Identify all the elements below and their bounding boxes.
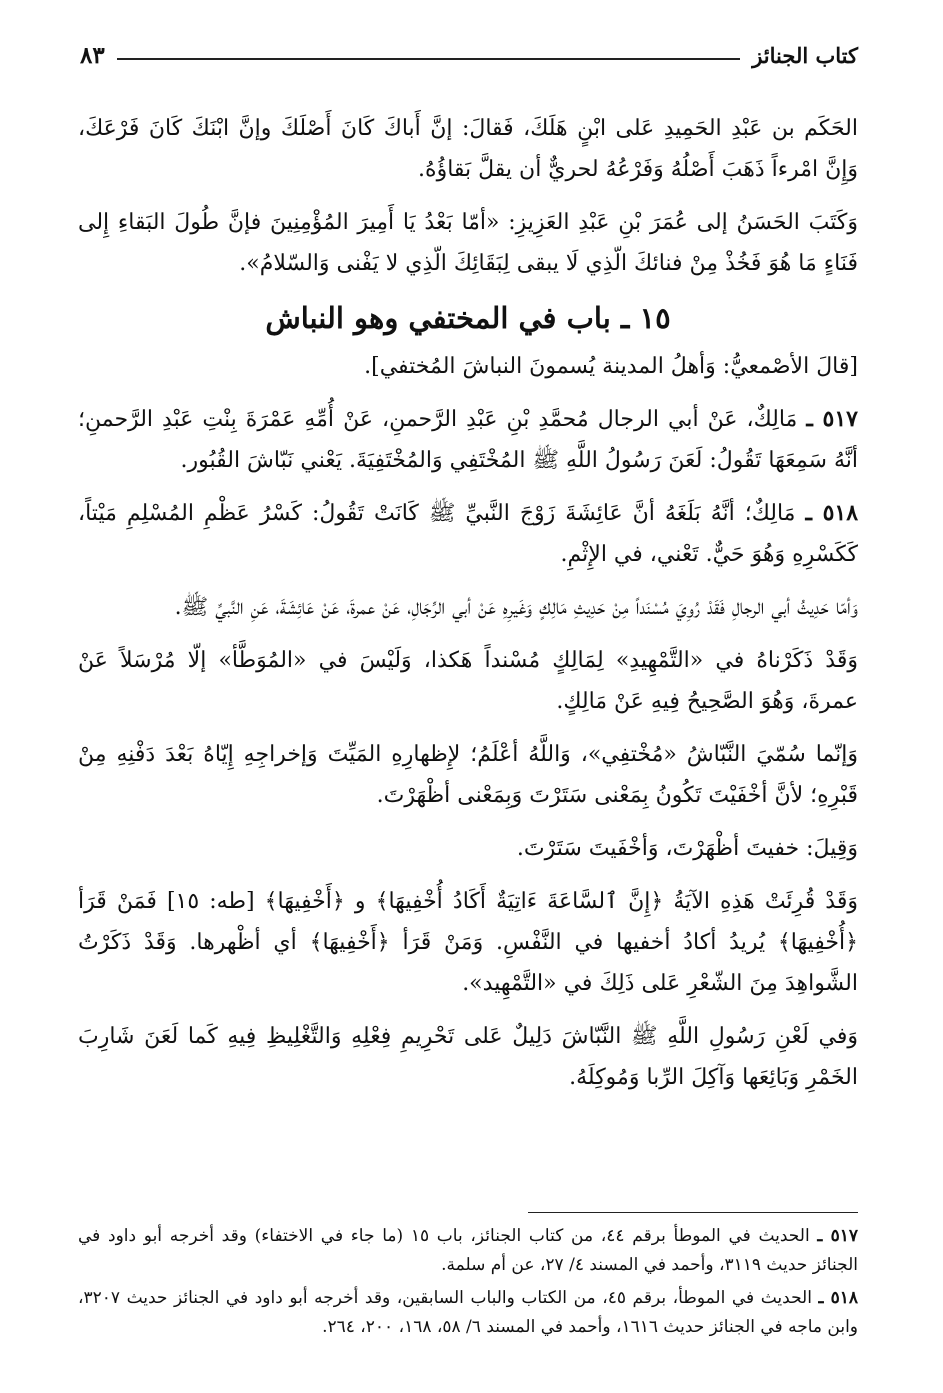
chapter-title: كتاب الجنائز	[752, 42, 858, 68]
hadith-518	[78, 493, 858, 575]
paragraph: وَقَدْ ذَكَرْناهُ في «التَّمْهِيدِ» لِمَالِكٍ مُسْنداً هَكذا، وَلَيْسَ في «المُوَطَّأ» إلّا مُرْسَلاً عَنْ عمرةَ، وَهُوَ الصَّحِيحُ فِيهِ عَنْ مَالِكٍ.	[78, 648, 858, 714]
footnote-divider	[528, 1212, 858, 1213]
main-text	[78, 108, 858, 1110]
chapter-heading: ١٥ ـ باب في المختفي وهو النباش	[265, 301, 671, 335]
hadith-517	[78, 399, 858, 481]
paragraph: وَكَتَبَ الحَسَنُ إلى عُمَرَ بْنِ عَبْدِ العَزِيزِ: «أمّا بَعْدُ يَا أَمِيرَ المُؤْمِنِينَ فإنَّ طُولَ البَقاءِ إِلى فَنَاءٍ مَا هُوَ فَخُذْ مِنْ فنائكَ الّذِي لَا يبقى لِبَقَائِكَ الّذِي لا يَفْنى وَالسّلامُ».	[78, 210, 858, 276]
hadith-text: مَالِكٌ؛ أنَّهُ بَلَغَهُ أنَّ عَائِشَةَ زَوْجَ النَّبيِّ ﷺ كَانَتْ تَقُولُ: كَسْرُ عَظْمِ المُسْلِمِ مَيْتاً، كَكَسْرِهِ وَهُوَ حَيٌّ. تَعْني، في الإِثْمِ.	[78, 501, 858, 567]
paragraph: الحَكَم بن عَبْدِ الحَمِيدِ عَلى ابْنٍ هَلَكَ، فَقالَ: إنَّ أَباكَ كَانَ أَصْلَكَ وإنَّ ابْنَكَ كَانَ فَرْعَكَ، وَإِنَّ امْرءاً ذَهَبَ أَصْلُهُ وَفَرْعُهُ لحريٌّ أن يقلَّ بَقاؤُهُ.	[78, 116, 858, 182]
bracket-note: [قالَ الأصْمعيُّ: وَأهلُ المدينة يُسمونَ النباشَ المُختفي].	[364, 354, 858, 379]
footnote-text: الحديث في الموطأ، برقم ٤٥، من الكتاب والباب السابقين، وقد أخرجه أبو داود في الجنائز حديث ٣٢٠٧، وابن ماجه في الجنائز حديث ١٦١٦، وأحمد في المسند ٦/ ٥٨، ١٦٨، ٢٠٠، ٢٦٤.	[78, 1288, 858, 1337]
hadith-text: مَالِكٌ، عَنْ أبي الرجال مُحمَّدِ بْنِ عَبْدِ الرَّحمنِ، عَنْ أُمِّهِ عَمْرَةَ بِنْتِ عَبْدِ الرَّحمنِ؛ أنَّهُ سَمِعَهَا تَقُولُ: لَعَنَ رَسُولُ اللَّهِ ﷺ المُخْتَفِي وَالمُخْتَفِيَةَ. يَعْني نَبّاشَ القُبُور.	[78, 407, 858, 473]
page-header	[80, 38, 858, 72]
footnote-text: الحديث في الموطأ برقم ٤٤، من كتاب الجنائز، باب ١٥ (ما جاء في الاختفاء) وقد أخرجه أبو داود في الجنائز حديث ٣١١٩، وأحمد في المسند ٤/ ٢٧، عن أم سلمة.	[78, 1226, 858, 1275]
footnote-number: ٥١٨ ـ	[818, 1288, 858, 1308]
footnote-number: ٥١٧ ـ	[817, 1226, 858, 1246]
paragraph: وَإنّما سُمّيَ النَّبّاشُ «مُخْتفِي»، وَاللَّهُ أعْلَمُ؛ لإِظهارِهِ المَيِّتَ وَإخراجِهِ إِيّاهُ بَعْدَ دَفْنِهِ مِنْ قَبْرِهِ؛ لأنَّ أخْفَيْتَ تَكُونُ بِمَعْنى سَتَرْتَ وَبِمَعْنى أظْهَرْتَ.	[78, 742, 858, 808]
hadith-number: ٥١٨ ـ	[805, 500, 859, 526]
paragraph: وَقَدْ قُرِئَتْ هَذِهِ الآيَةُ ﴿إِنَّ ٱلسَّاعَةَ ءَاتِيَةٌ أَكَادُ أُخْفِيهَا﴾ و ﴿أَخْفِيهَا﴾ [طه: ١٥] فَمَنْ قَرَأ ﴿أُخْفِيهَا﴾ يُريدُ أكادُ أخفيها في النَّفْسِ. وَمَنْ قَرَأ ﴿أَخْفِيهَا﴾ أي أظْهرها. وَقَدْ ذَكَرْتُ الشَّواهِدَ مِنَ الشّعْرِ عَلى ذَلِكَ في «التَّمْهِيد».	[78, 889, 858, 996]
footnote-517	[78, 1222, 858, 1280]
footnote-518	[78, 1284, 858, 1342]
paragraph: وَقِيلَ: خفيتَ أظْهَرْتَ، وَأخْفَيتَ سَتَرْتَ.	[516, 836, 858, 861]
paragraph: وَأمّا حَدِيثُ أبي الرجالِ فَقَدْ رُوِيَ مُسْنَداً مِنْ حَدِيثِ مَالِكٍ وَغَيرِهِ عَنْ أبي الرِّجَالِ، عَنْ عمرةَ، عَنْ عَائِشَةَ، عَنِ النَّبيِّ ﷺ.	[174, 595, 858, 620]
page-number: ٨٣	[80, 41, 105, 69]
hadith-number: ٥١٧ ـ	[806, 406, 858, 432]
header-rule	[117, 58, 741, 60]
paragraph: وَفي لَعْنِ رَسُولِ اللَّهِ ﷺ النَّبّاشَ دَلِيلٌ عَلى تَحْرِيمِ فِعْلِهِ وَالتَّغْلِيظِ فِيهِ كَما لَعَنَ شَارِبَ الخَمْرِ وَبَائِعَها وَآكِلَ الرِّبا وَمُوكِلَهُ.	[78, 1024, 858, 1090]
footnotes	[78, 1222, 858, 1346]
